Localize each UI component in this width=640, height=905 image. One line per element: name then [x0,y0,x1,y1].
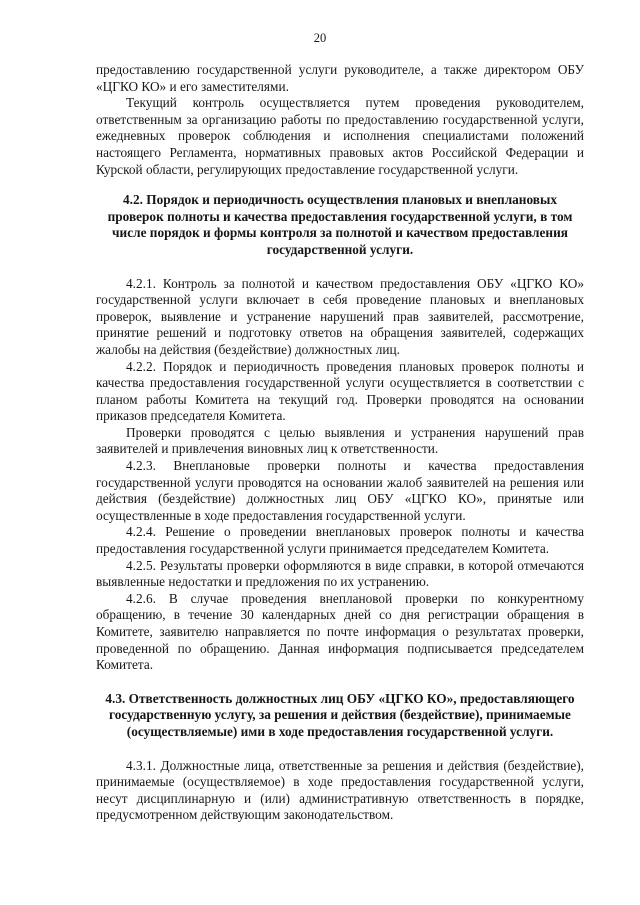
paragraph-4-3-1: 4.3.1. Должностные лица, ответственные за решения и действия (бездействие), принимаемые (осуществляемое) в ходе предоставления государственной услуги, несут дисциплинарную и (или) административную ответственность в порядке, предусмотренном действующим законодательством. [96,757,584,823]
paragraph-4-2-2: 4.2.2. Порядок и периодичность проведения плановых проверок полноты и качества предоставления государственной услуги осуществляется в соответствии с планом работы Комитета на текущий год. Проверки проводятся на основании приказов председателя Комитета. [96,358,584,424]
paragraph-4-2-4: 4.2.4. Решение о проведении внеплановых проверок полноты и качества предоставления государственной услуги принимается председателем Комитета. [96,524,584,557]
intro-paragraph-continued: предоставлению государственной услуги руководителе, а также директором ОБУ «ЦГКО КО» и его заместителями. [96,62,584,94]
section-4-3-heading: 4.3. Ответственность должностных лиц ОБУ «ЦГКО КО», предоставляющего государственную услугу, за решения и действия (бездействие), принимаемые (осуществляемые) ими в ходе предоставления государственной услуги. [105,690,575,739]
intro-paragraph-current-control: Текущий контроль осуществляется путем проведения руководителем, ответственным за организацию работы по предоставлению государственной услуги, ежедневных проверок соблюдения и исполнения специалистами положений настоящего Регламента, нормативных правовых актов Российской Федерации и Курской области, регулирующих предоставление государственной услуги. [96,95,584,177]
paragraph-4-2-3: 4.2.3. Внеплановые проверки полноты и качества предоставления государственной услуги проводятся на основании жалоб заявителей на решения или действия (бездействие) должностных лиц ОБУ «ЦГКО КО», принятые или осуществленные в ходе предоставления государственной услуги. [96,458,584,523]
page-number: 20 [313,31,327,45]
document-body [96,62,584,824]
paragraph-4-2-5: 4.2.5. Результаты проверки оформляются в виде справки, в которой отмечаются выявленные недостатки и предложения по их устранению. [96,557,584,590]
paragraph-4-2-2-goal: Проверки проводятся с целью выявления и устранения нарушений прав заявителей и привлечения виновных лиц к ответственности. [96,424,584,457]
paragraph-4-2-6: 4.2.6. В случае проведения внеплановой проверки по конкурентному обращению, в течение 30 календарных дней со дня регистрации обращения в Комитете, заявителю направляется по почте информация о результатах проверки, проведенной по обращению. Данная информация подписывается председателем Комитета. [96,590,584,673]
paragraph-4-2-1: 4.2.1. Контроль за полнотой и качеством предоставления ОБУ «ЦГКО КО» государственной услуги включает в себя проведение плановых и внеплановых проверок, выявление и устранение нарушений прав заявителей, рассмотрение, принятие решений и подготовку ответов на обращения заявителей, содержащих жалобы на действия (бездействие) должностных лиц. [96,275,584,357]
section-4-2-heading: 4.2. Порядок и периодичность осуществления плановых и внеплановых проверок полноты и качества предоставления государственной услуги, в том числе порядок и формы контроля за полнотой и качеством предоставления государственной услуги. [107,192,573,257]
